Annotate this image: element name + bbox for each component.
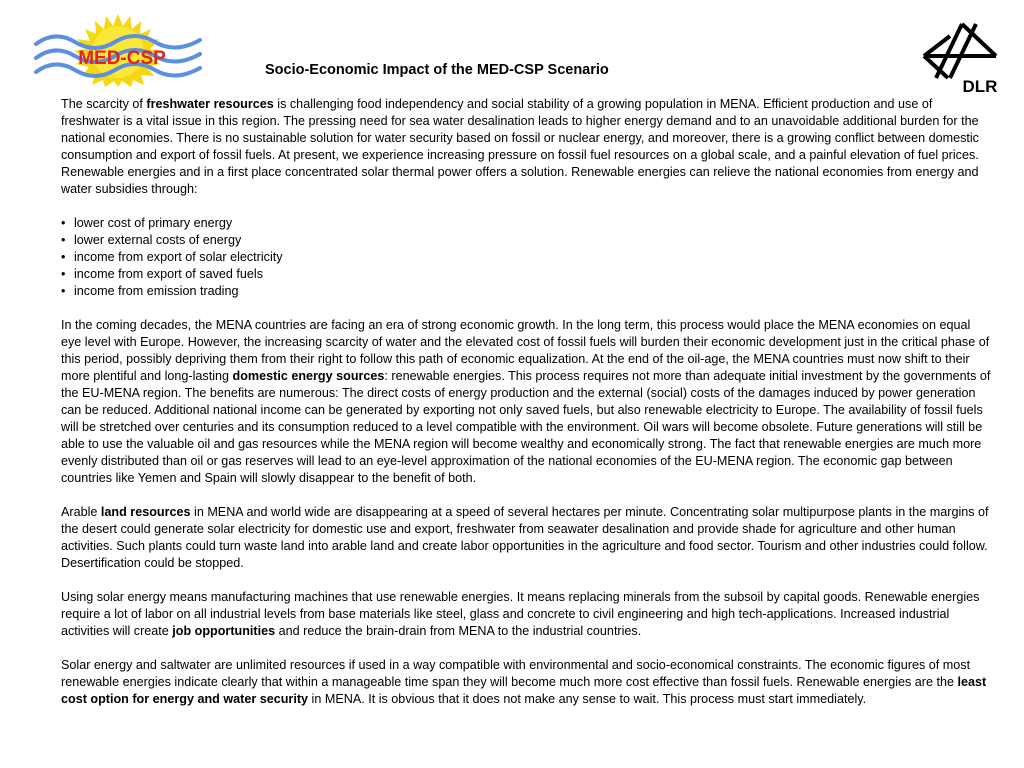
document-body [61,96,993,725]
highlight-job-opportunities: job opportunities [172,624,276,638]
highlight-land-resources: land resources [100,505,191,519]
paragraph-economic-growth [61,317,993,487]
text-span: is challenging food independency and social stability of a growing population in MENA. Efficient production and use of freshwater is a vital issue in this region. The pressing need for sea water desalination leads to higher energy demand and to an unavoidable additional burden for the national economies. There is no sustainable solution for water security based on fossil or nuclear energy, and moreover, there is a growing conflict between domestic consumption and export of fossil fuels. At present, we experience increasing pressure on fossil fuel resources on a global scale, and a painful elevation of fuel prices. Renewable energies and in a first place concentrated solar thermal power offers a solution. Renewable energies can relieve the national economies from energy and water subsidies through: [61,97,979,196]
text-span: In the coming decades, the MENA countries are facing an era of strong economic growth. In the long term, this process would place the MENA economies on equal eye level with Europe. However, the increasing scarcity of water and the elevated cost of fossil fuels will burden their economic development just in the critical phase of this period, possibly depriving them from their right to follow this path of economic equalization. At the end of the oil-age, the MENA countries must now shift to their more plentiful and long-lasting [61,318,990,383]
page-title: Socio-Economic Impact of the MED-CSP Scenario [265,62,609,78]
highlight-domestic-energy-sources: domestic energy sources [232,369,385,383]
text-span: Solar energy and saltwater are unlimited resources if used in a way compatible with environmental and socio-economical constraints. The economic figures of most renewable energies indicate clearly that within a manageable time span they will become much more cost effective than fossil fuels. Renewable energies are the [61,658,971,689]
text-span: Arable [61,505,101,519]
list-item: • income from export of saved fuels [61,266,993,283]
highlight-least-cost-option: least cost option for energy and water security [61,675,987,706]
text-span: in MENA. It is obvious that it does not make any sense to wait. This process must start immediately. [308,692,867,706]
benefit-list [61,215,993,300]
text-span: and reduce the brain-drain from MENA to the industrial countries. [275,624,642,638]
list-item: • income from export of solar electricity [61,249,993,266]
dlr-emblem-icon [924,24,996,78]
text-span: The scarcity of [61,97,147,111]
med-csp-logo [30,12,205,87]
paragraph-jobs [61,589,993,640]
list-item: • lower external costs of energy [61,232,993,249]
text-span: Using solar energy means manufacturing machines that use renewable energies. It means replacing minerals from the subsoil by capital goods. Renewable energies require a lot of labor on all industrial levels from base materials like steel, glass and concrete to civil engineering and high tech-applications. Increased industrial activities will create [61,590,980,638]
logo-left-text: MED-CSP [78,48,166,69]
list-item: • lower cost of primary energy [61,215,993,232]
text-span: : renewable energies. This process requires not more than adequate initial investment by the governments of the EU-MENA region. The benefits are numerous: The direct costs of energy production and the external (social) costs of the damages induced by power generation can be reduced. Additional national income can be generated by exporting not only saved fuels, but also renewable electricity to Europe. The availability of fossil fuels will be stretched over centuries and its consumption reduced to a level compatible with the environment. Oil wars will become obsolete. Future generations will still be able to use the valuable oil and gas resources while the MENA region will become wealthy and economically strong. The fact that renewable energies are much more evenly distributed than oil or gas reserves will lead to an eye-level approximation of the national economies of the EU-MENA region. The economic gap between countries like Yemen and Spain will slowly disappear to the benefit of both. [61,369,991,485]
highlight-freshwater-resources: freshwater resources [146,97,274,111]
list-item: • income from emission trading [61,283,993,300]
dlr-logo [918,20,1000,98]
text-span: in MENA and world wide are disappearing at a speed of several hectares per minute. Concentrating solar multipurpose plants in the margins of the desert could generate solar electricity for domestic use and export, freshwater from seawater desalination and provide shade for agriculture and other human activities. Such plants could turn waste land into arable land and create labor opportunities in the agriculture and food sector. Tourism and other industries could follow. Desertification could be stopped. [61,505,989,570]
paragraph-freshwater [61,96,993,198]
paragraph-land-resources [61,504,993,572]
logo-right-text: DLR [962,77,998,96]
paragraph-least-cost [61,657,993,708]
